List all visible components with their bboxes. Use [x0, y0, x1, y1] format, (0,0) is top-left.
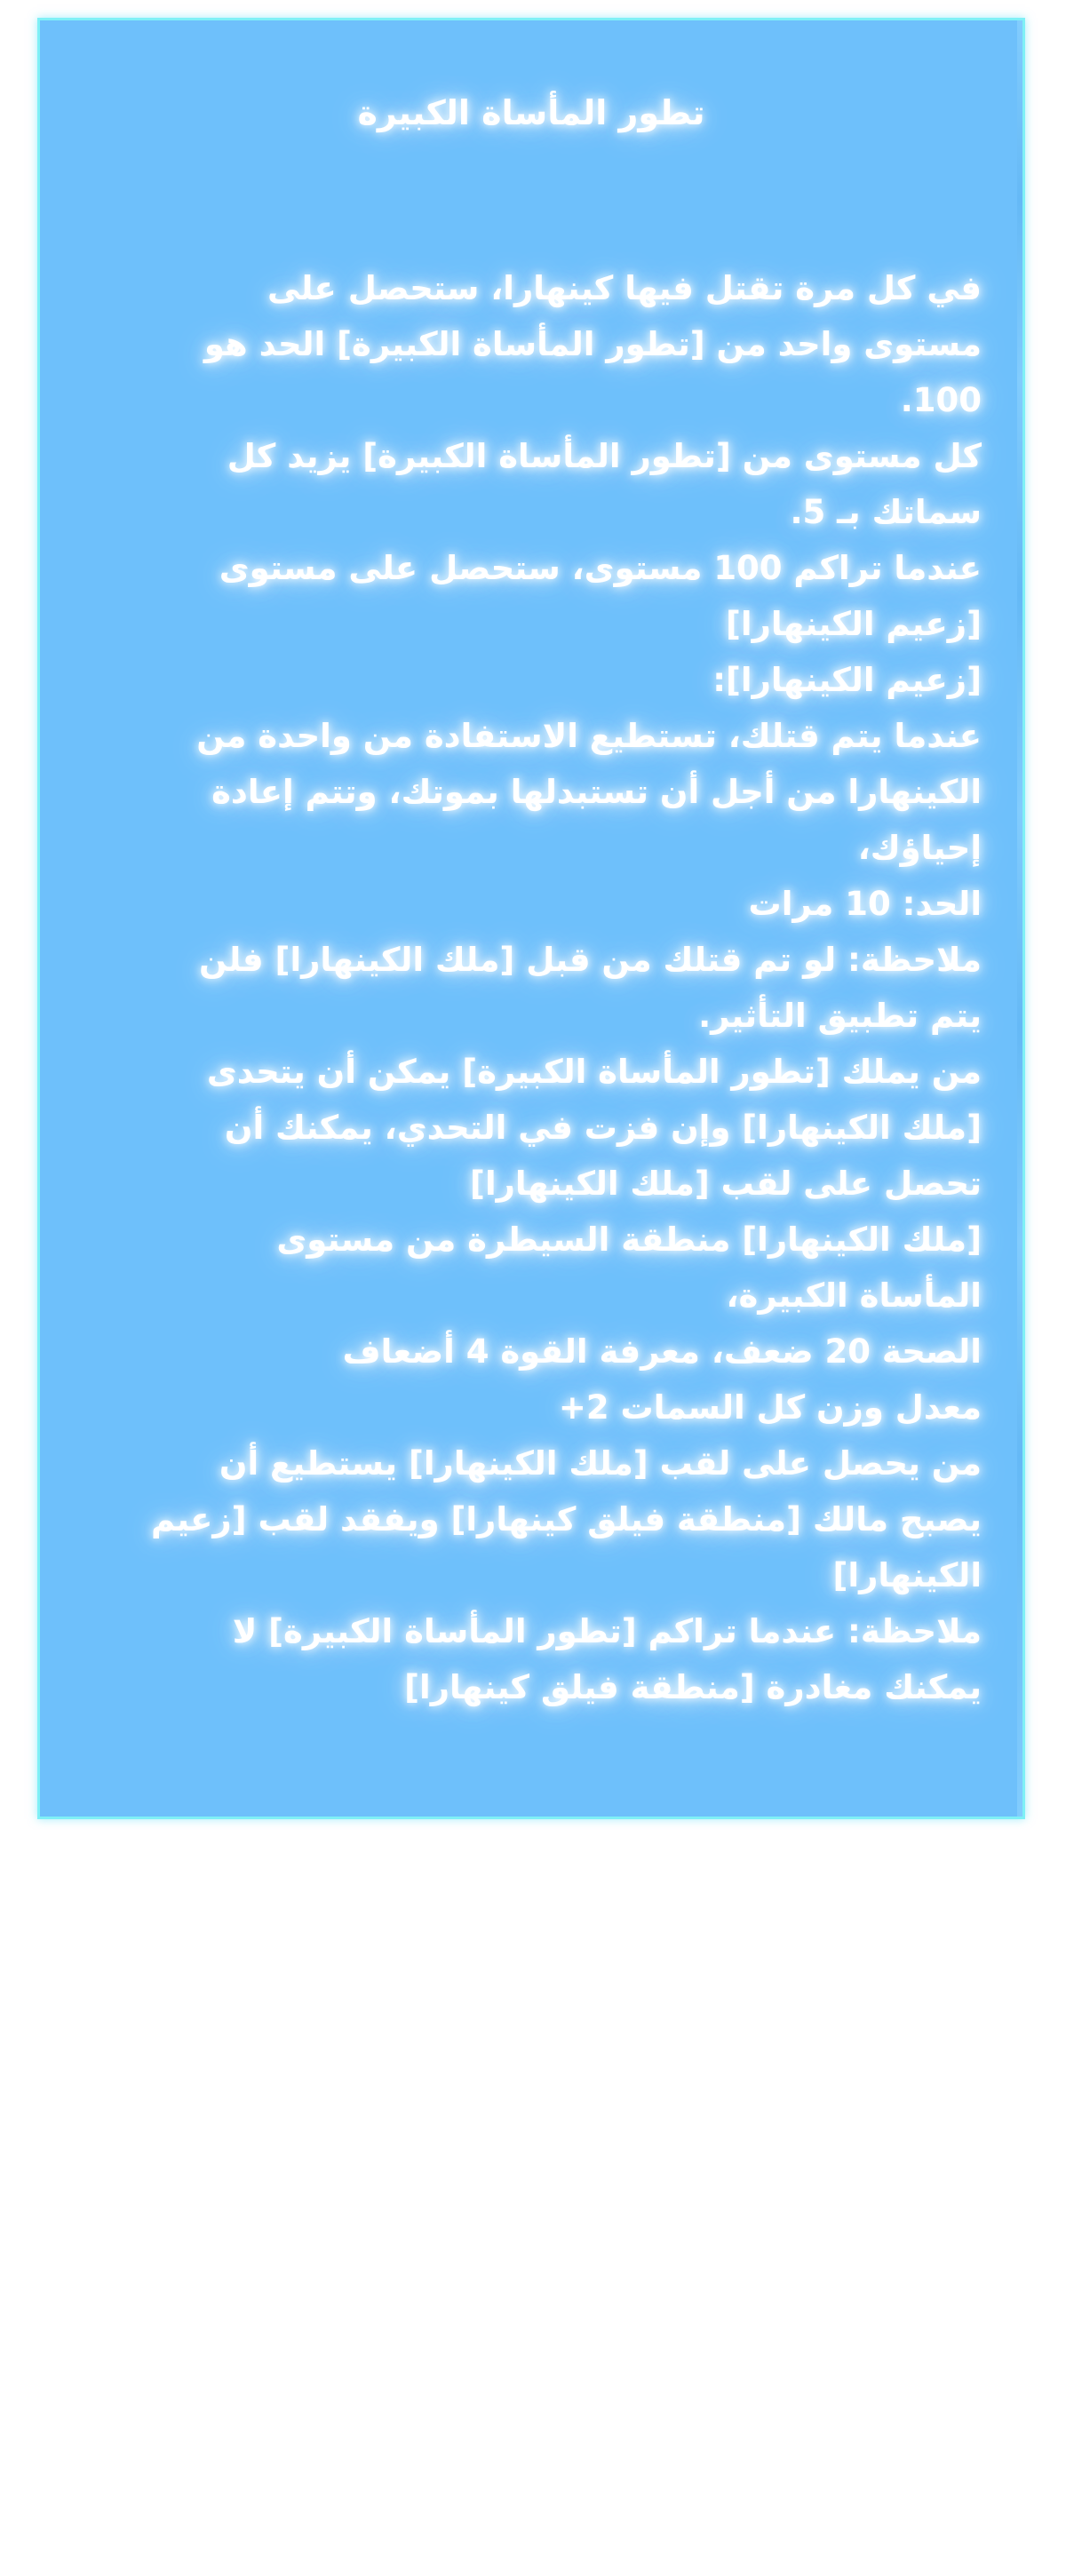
- panel-line: معدل وزن كل السمات 2+: [558, 1388, 982, 1427]
- panel-line: عندما يتم قتلك، تستطيع الاستفادة من واحدة من الكينهارا من أجل أن تستبدلها بموتك، وتتم إعادة إحياؤك،: [196, 717, 982, 867]
- panel-line: كل مستوى من [تطور المأساة الكبيرة] يزيد كل سماتك بـ 5.: [227, 437, 982, 531]
- panel-line: [زعيم الكينهارا]:: [712, 661, 982, 699]
- panel-line: عندما تراكم 100 مستوى، ستحصل على مستوى [زعيم الكينهارا]: [219, 549, 982, 643]
- panel-line: ملاحظة: عندما تراكم [تطور المأساة الكبيرة] لا يمكنك مغادرة [منطقة فيلق كينهارا]: [232, 1612, 982, 1706]
- system-message-panel: [37, 18, 1025, 1819]
- panel-line: الحد: 10 مرات: [748, 885, 982, 923]
- panel-line: [ملك الكينهارا] منطقة السيطرة من مستوى المأساة الكبيرة،: [276, 1220, 982, 1315]
- blank-page-area: [0, 1830, 1066, 2576]
- panel-line: الصحة 20 ضعف، معرفة القوة 4 أضعاف: [342, 1332, 982, 1371]
- panel-line: في كل مرة تقتل فيها كينهارا، ستحصل على مستوى واحد من [تطور المأساة الكبيرة] الحد هو 100.: [203, 269, 982, 419]
- panel-body-text: [147, 260, 982, 1715]
- panel-line: من يحصل على لقب [ملك الكينهارا] يستطيع أن يصبح مالك [منطقة فيلق كينهارا] ويفقد لقب [زعيم الكينهارا]: [150, 1444, 982, 1594]
- panel-line: ملاحظة: لو تم قتلك من قبل [ملك الكينهارا] فلن يتم تطبيق التأثير.: [199, 941, 982, 1035]
- panel-line: من يملك [تطور المأساة الكبيرة] يمكن أن يتحدى [ملك الكينهارا] وإن فزت في التحدي، يمكنك أن تحصل على لقب [ملك الكينهارا]: [206, 1053, 982, 1203]
- panel-edge-highlight: [1017, 20, 1022, 1817]
- panel-title: تطور المأساة الكبيرة: [357, 93, 705, 132]
